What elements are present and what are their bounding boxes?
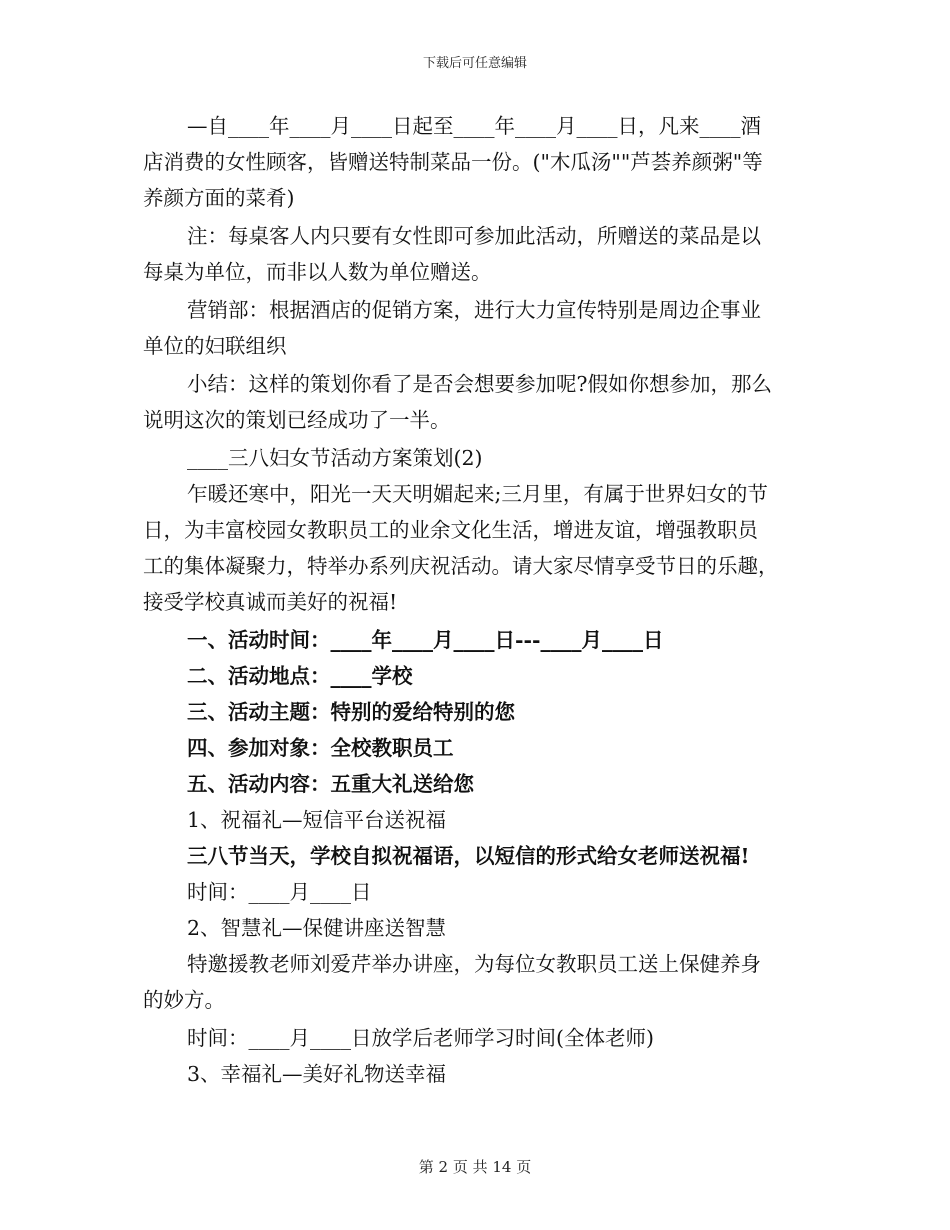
page-footer: 第 2 页 共 14 页 xyxy=(418,1158,532,1176)
text-line: 三八节当天，学校自拟祝福语，以短信的形式给女老师送祝福! xyxy=(187,844,750,868)
text-line: 小结：这样的策划你看了是否会想要参加呢?假如你想参加，那么 xyxy=(187,372,772,396)
text-line: 店消费的女性顾客，皆赠送特制菜品一份。("木瓜汤""芦荟养颜粥"等 xyxy=(143,150,763,174)
activity-theme: 三、活动主题：特别的爱给特别的您 xyxy=(187,700,515,724)
text-line: 的妙方。 xyxy=(143,988,225,1012)
page-header: 下载后可任意编辑 xyxy=(422,56,527,71)
document-body xyxy=(143,108,807,1092)
text-line: 乍暖还寒中，阳光一天天明媚起来;三月里，有属于世界妇女的节 xyxy=(187,482,768,506)
text-line: 每桌为单位，而非以人数为单位赠送。 xyxy=(143,260,492,284)
activity-time: 一、活动时间：____年____月____日---____月____日 xyxy=(187,628,664,652)
activity-location: 二、活动地点：____学校 xyxy=(187,664,413,688)
text-line: 日，为丰富校园女教职员工的业余文化生活，增进友谊，增强教职员 xyxy=(143,518,758,542)
text-line: 单位的妇联组织 xyxy=(143,334,287,358)
text-line: 营销部：根据酒店的促销方案，进行大力宣传特别是周边企事业 xyxy=(187,298,761,322)
gift-item-1: 1、祝福礼—短信平台送祝福 xyxy=(187,808,447,832)
text-line: 注：每桌客人内只要有女性即可参加此活动，所赠送的菜品是以 xyxy=(187,224,761,248)
text-line: —自____年____月____日起至____年____月____日，凡来____酒 xyxy=(187,114,761,138)
gift-item-2: 2、智慧礼—保健讲座送智慧 xyxy=(187,916,447,940)
text-line: 时间：____月____日放学后老师学习时间(全体老师) xyxy=(187,1026,654,1050)
activity-content: 五、活动内容：五重大礼送给您 xyxy=(187,772,474,796)
text-line: 养颜方面的菜肴) xyxy=(143,186,295,210)
section-title: ____三八妇女节活动方案策划(2) xyxy=(187,446,483,470)
text-line: 说明这次的策划已经成功了一半。 xyxy=(143,408,451,432)
text-line: 时间：____月____日 xyxy=(187,880,372,904)
text-line: 特邀援教老师刘爱芹举办讲座，为每位女教职员工送上保健养身 xyxy=(187,952,761,976)
gift-item-3: 3、幸福礼—美好礼物送幸福 xyxy=(187,1062,447,1086)
text-line: 接受学校真诚而美好的祝福! xyxy=(143,590,398,614)
text-line: 工的集体凝聚力，特举办系列庆祝活动。请大家尽情享受节日的乐趣， xyxy=(143,554,779,578)
activity-participants: 四、参加对象：全校教职员工 xyxy=(187,736,454,760)
